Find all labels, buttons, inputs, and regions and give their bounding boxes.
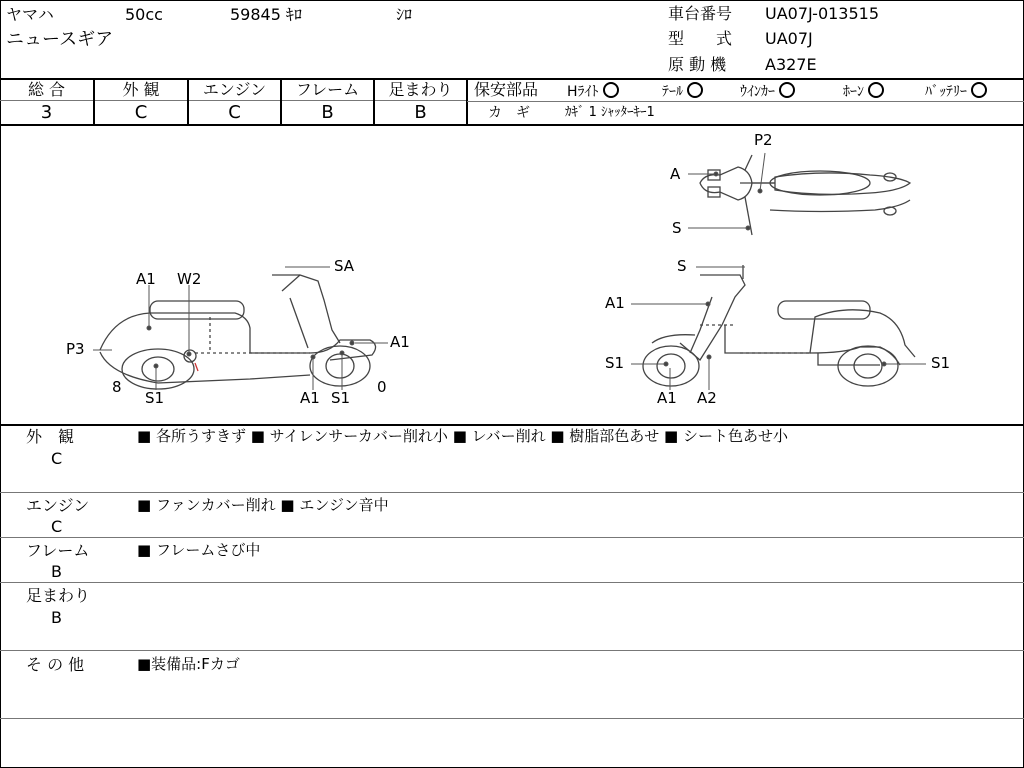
label-s1-left: S1 bbox=[145, 389, 165, 407]
ok-circle-icon bbox=[779, 82, 795, 98]
section-grade: B bbox=[51, 562, 62, 581]
grade-exterior-value: C bbox=[134, 102, 148, 123]
scooter-top-view bbox=[700, 155, 910, 235]
model-name: ニュースギア bbox=[6, 29, 114, 50]
safety-item-label: ﾊﾞｯﾃﾘｰ bbox=[925, 84, 967, 100]
grade-engine-value: C bbox=[228, 102, 241, 123]
label-s1-left-bottom: S1 bbox=[331, 389, 351, 407]
maker: ヤマハ bbox=[6, 5, 54, 24]
section-grade: B bbox=[51, 608, 62, 627]
engine-label: 原 動 機 bbox=[668, 55, 727, 74]
chassis-label: 車台番号 bbox=[668, 4, 733, 23]
label-p2: P2 bbox=[754, 131, 773, 149]
label-w2: W2 bbox=[177, 270, 202, 288]
section-text: ■ フレームさび中 bbox=[137, 541, 261, 559]
damage-diagram bbox=[0, 125, 1024, 423]
label-a2: A2 bbox=[697, 389, 717, 407]
section-label: エンジン bbox=[26, 496, 90, 515]
label-zero: 0 bbox=[377, 378, 387, 396]
safety-item-winker bbox=[740, 82, 795, 99]
grade-suspension-label: 足まわり bbox=[388, 80, 453, 99]
safety-title: 保安部品 bbox=[474, 80, 539, 99]
safety-item-battery bbox=[925, 82, 987, 99]
label-a-top: A bbox=[670, 165, 681, 183]
label-a1-left-top: A1 bbox=[136, 270, 156, 288]
grade-frame-label: フレーム bbox=[295, 80, 360, 99]
safety-item-label: ﾎｰﾝ bbox=[843, 84, 864, 100]
displacement: 50cc bbox=[125, 5, 163, 24]
label-a1-left-right: A1 bbox=[390, 333, 410, 351]
grade-suspension-value: B bbox=[414, 102, 427, 123]
grade-exterior-label: 外 観 bbox=[122, 80, 160, 99]
type-label: 型 式 bbox=[668, 29, 733, 48]
label-a1-left-bottom: A1 bbox=[300, 389, 320, 407]
scooter-left-view bbox=[100, 275, 376, 389]
label-eight: 8 bbox=[112, 378, 122, 396]
section-label: フレーム bbox=[26, 541, 90, 560]
section-label: 外 観 bbox=[26, 427, 75, 446]
section-label: そ の 他 bbox=[26, 655, 85, 674]
label-s1-right-right: S1 bbox=[931, 354, 951, 372]
label-a1-right-bottom: A1 bbox=[657, 389, 677, 407]
safety-item-label: ﾃｰﾙ bbox=[662, 84, 683, 100]
grade-total-value: 3 bbox=[40, 102, 53, 123]
section-text: ■ 各所うすきず ■ サイレンサーカバー削れ小 ■ レバー削れ ■ 樹脂部色あせ ■ シート色あせ小 bbox=[137, 427, 789, 445]
safety-item-tail bbox=[662, 82, 703, 99]
safety-item-headlight bbox=[567, 82, 619, 99]
chassis-value: UA07J-013515 bbox=[765, 4, 880, 23]
safety-item-label: Hﾗｲﾄ bbox=[567, 84, 599, 100]
safety-item-label: ｳｲﾝｶｰ bbox=[740, 84, 775, 100]
section-label: 足まわり bbox=[26, 586, 91, 605]
section-grade: C bbox=[51, 517, 63, 536]
section-grade: C bbox=[51, 449, 63, 468]
label-a1-right-left: A1 bbox=[605, 294, 625, 312]
color: ｼﾛ bbox=[396, 5, 413, 24]
safety-item-horn bbox=[843, 82, 884, 99]
label-s-right: S bbox=[677, 257, 687, 275]
label-sa: SA bbox=[334, 257, 355, 275]
key-value: ｶｷﾞ 1 ｼｬｯﾀｰｷｰ1 bbox=[565, 105, 655, 120]
section-text: ■ ファンカバー削れ ■ エンジン音中 bbox=[137, 496, 389, 514]
mileage: 59845 ｷﾛ bbox=[230, 5, 302, 24]
label-s-top: S bbox=[672, 219, 682, 237]
grade-engine-label: エンジン bbox=[202, 80, 267, 99]
label-s1-right-left: S1 bbox=[605, 354, 625, 372]
ok-circle-icon bbox=[868, 82, 884, 98]
scooter-right-view bbox=[643, 265, 915, 386]
engine-value: A327E bbox=[765, 55, 817, 74]
grade-total-label: 総 合 bbox=[27, 80, 66, 99]
label-p3: P3 bbox=[66, 340, 85, 358]
ok-circle-icon bbox=[971, 82, 987, 98]
ok-circle-icon bbox=[687, 82, 703, 98]
grade-frame-value: B bbox=[321, 102, 334, 123]
section-text: ■装備品:Fカゴ bbox=[137, 655, 240, 673]
key-label: カ ギ bbox=[488, 105, 530, 121]
ok-circle-icon bbox=[603, 82, 619, 98]
type-value: UA07J bbox=[765, 29, 813, 48]
